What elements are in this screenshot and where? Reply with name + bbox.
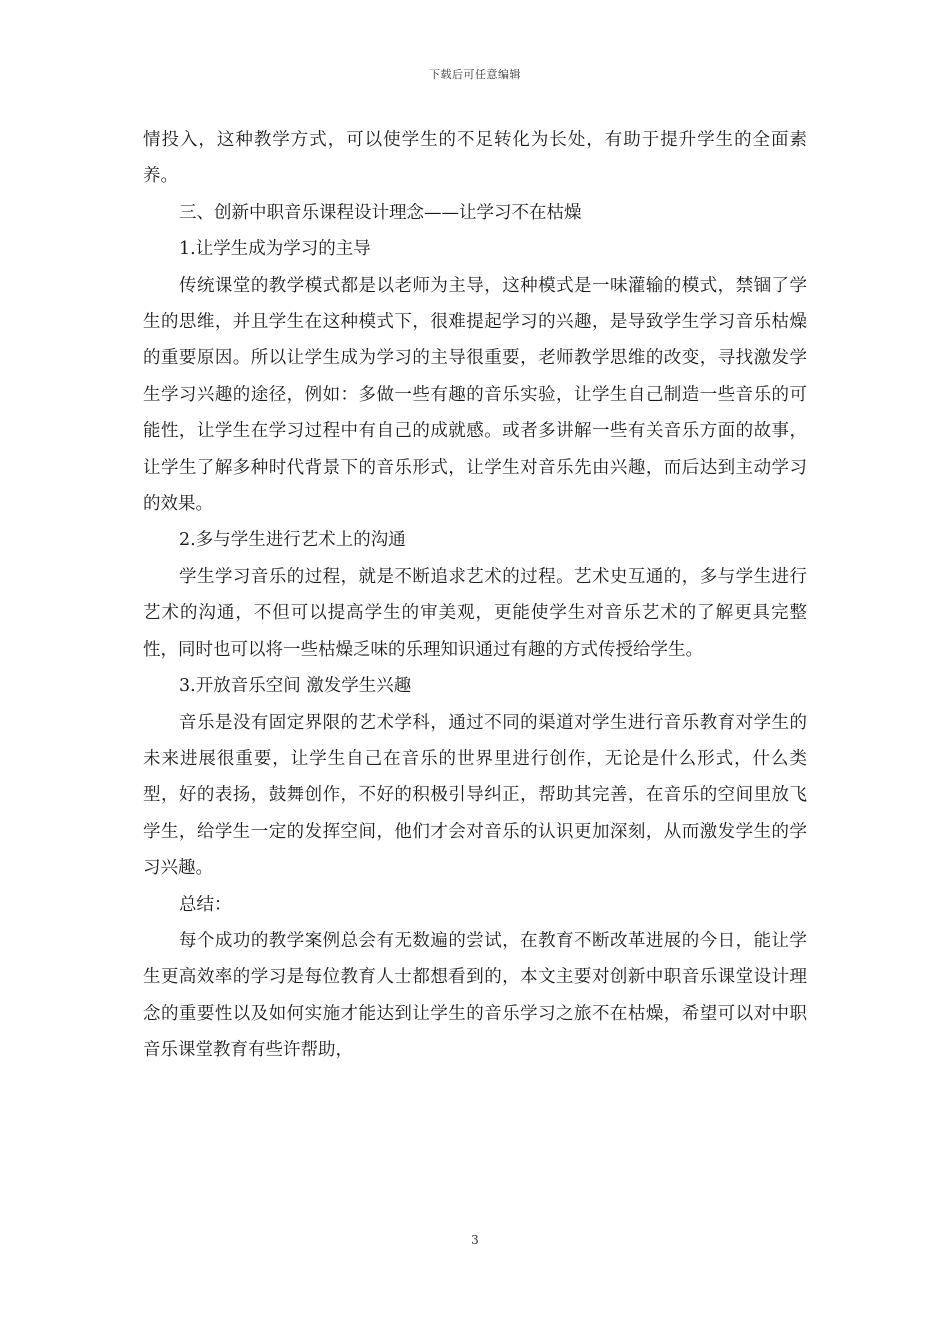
section-heading: 三、创新中职音乐课程设计理念——让学习不在枯燥 xyxy=(179,202,582,223)
summary-heading: 总结： xyxy=(179,894,232,915)
page-header: 下载后可任意编辑 xyxy=(429,68,521,81)
paragraph: 每个成功的教学案例总会有无数遍的尝试，在教育不断改革进展的今日，能让学生更高效率的学习是每位教育人士都想看到的，本文主要对创新中职音乐课堂设计理念的重要性以及如何实施才能达到让学生的音乐学习之旅不在枯燥，希望可以对中职音乐课堂教育有些许帮助， xyxy=(143,930,807,1061)
subsection-heading: 1.让学生成为学习的主导 xyxy=(179,239,371,260)
paragraph: 情投入，这种教学方式，可以使学生的不足转化为长处，有助于提升学生的全面素养。 xyxy=(143,130,807,187)
subsection-heading: 2.多与学生进行艺术上的沟通 xyxy=(179,530,406,551)
paragraph: 音乐是没有固定界限的艺术学科，通过不同的渠道对学生进行音乐教育对学生的未来进展很重要，让学生自己在音乐的世界里进行创作，无论是什么形式，什么类型，好的表扬，鼓舞创作，不好的积极引导纠正，帮助其完善，在音乐的空间里放飞学生，给学生一定的发挥空间，他们才会对音乐的认识更加深刻，从而激发学生的学习兴趣。 xyxy=(143,712,807,879)
paragraph: 传统课堂的教学模式都是以老师为主导，这种模式是一味灌输的模式，禁锢了学生的思维，并且学生在这种模式下，很难提起学习的兴趣，是导致学生学习音乐枯燥的重要原因。所以让学生成为学习的主导很重要，老师教学思维的改变，寻找激发学生学习兴趣的途径，例如：多做一些有趣的音乐实验，让学生自己制造一些音乐的可能性，让学生在学习过程中有自己的成就感。或者多讲解一些有关音乐方面的故事，让学生了解多种时代背景下的音乐形式，让学生对音乐先由兴趣，而后达到主动学习的效果。 xyxy=(143,275,807,515)
subsection-heading: 3.开放音乐空间 激发学生兴趣 xyxy=(179,676,412,697)
paragraph: 学生学习音乐的过程，就是不断追求艺术的过程。艺术史互通的，多与学生进行艺术的沟通，不但可以提高学生的审美观，更能使学生对音乐艺术的了解更具完整性，同时也可以将一些枯燥乏味的乐理知识通过有趣的方式传授给学生。 xyxy=(143,566,807,660)
page-number: 3 xyxy=(471,1233,479,1247)
document-body xyxy=(143,122,807,1069)
